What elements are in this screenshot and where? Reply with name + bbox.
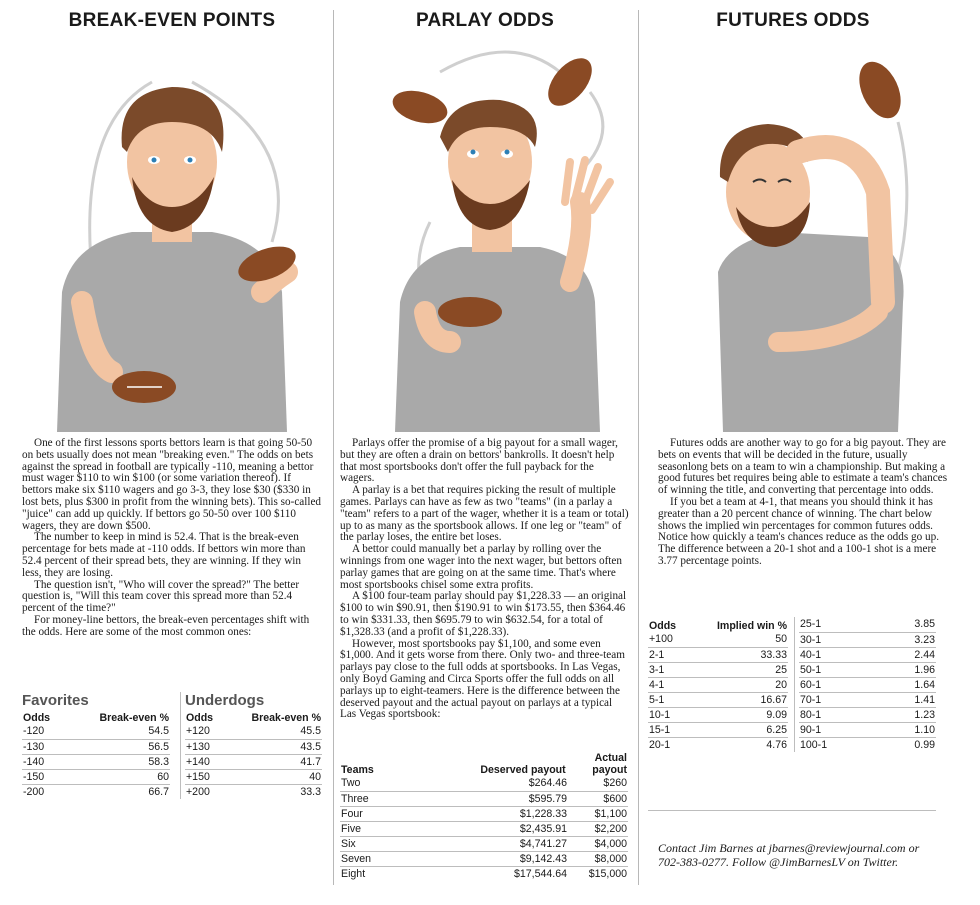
odds-cell: 10-1 [648,707,688,722]
table-row [648,707,788,722]
futures-article [658,438,948,568]
pct-cell: 3.23 [876,632,936,647]
pct-cell: 6.25 [688,722,788,737]
odds-cell: 60-1 [799,677,876,692]
teams-cell: Eight [341,867,366,880]
actual-cell: $4,000 [568,836,628,851]
favorites-table [22,709,170,799]
deserved-cell: $17,544.64 [513,867,567,880]
odds-header: Odds [23,712,51,724]
teams-cell: Five [340,821,478,836]
odds-cell: 30-1 [799,632,876,647]
table-row [22,724,170,739]
pct-cell: 9.09 [688,707,788,722]
odds-cell: -130 [22,739,65,754]
futures-table-right-block [794,617,936,752]
actual-cell: $600 [568,791,628,806]
table-row [799,692,936,707]
table-row [22,784,170,799]
pct-cell: 50 [688,632,788,647]
pct-cell: 33.3 [300,785,321,798]
section-divider [648,810,936,811]
actual-header: Actual payout [592,752,627,776]
break-even-article [22,438,322,639]
table-row [22,769,170,784]
paragraph: The number to keep in mind is 52.4. That is the break-even percentage for bets made at -110 odds. If bettors win more than 52.4 percent of their spread bets, they are winning. If they win less, they are losing. [22,531,306,579]
paragraph: A parlay is a bet that requires picking the result of multiple games. Parlays can have as few as two "teams" (in a parlay a "team" refers to a part of the wager, whether it is a team or total) up to as many as the sportsbook allows. If one leg or "team" of the parlay loses, the entire bet loses. [340,484,629,544]
odds-cell: 3-1 [648,662,688,677]
pct-cell: 43.5 [225,739,322,754]
paragraph: A bettor could manually bet a parlay by rolling over the winnings from one wager into the next wager, but bettors often parlay games that are going on at the same time. That's where most sportsbooks chisel some extra profits. [340,543,622,591]
teams-cell: Six [340,836,478,851]
pct-cell: 25 [688,662,788,677]
pct-cell: 1.64 [876,677,936,692]
odds-cell: +140 [185,754,225,769]
actual-cell: $2,200 [568,821,628,836]
futures-man-illustration [648,42,938,432]
break-even-header: Break-even % [99,712,169,724]
actual-cell: $260 [568,776,628,791]
paragraph: Futures odds are another way to go for a big payout. They are bets on events that will be decided in the future, usually seasonlong bets on a team to win a championship. But making a good futures bet requires being able to estimate a team's chances of winning the title, and converting that percentage into odds. [658,437,948,497]
table-row [648,662,788,677]
teams-header: Teams [341,764,374,776]
pct-cell: 1.23 [876,707,936,722]
odds-cell: 2-1 [648,647,688,662]
table-row [185,769,322,784]
table-row [648,647,788,662]
pct-cell: 4.76 [766,738,787,751]
pct-cell: 45.5 [225,724,322,739]
implied-win-header: Implied win % [716,620,787,632]
table-row [648,677,788,692]
pct-cell: 1.96 [876,662,936,677]
teams-cell: Four [340,806,478,821]
table-row [340,821,628,836]
pct-cell: 54.5 [65,724,170,739]
odds-cell: 40-1 [799,647,876,662]
pct-cell: 40 [225,769,322,784]
table-row [799,722,936,737]
table-row [340,776,628,791]
table-row [648,632,788,647]
table-row [799,617,936,632]
pct-cell: 0.99 [914,738,935,751]
actual-cell: $15,000 [588,867,627,880]
futures-table-right [799,617,936,752]
underdogs-table-block [180,692,322,799]
pct-cell: 41.7 [225,754,322,769]
odds-cell: 15-1 [648,722,688,737]
table-row [799,647,936,662]
parlay-man-illustration [340,42,630,432]
table-row [22,754,170,769]
teams-cell: Two [340,776,478,791]
underdogs-title: Underdogs [185,692,265,709]
table-row [185,754,322,769]
table-row [185,724,322,739]
paragraph: The question isn't, "Who will cover the spread?" The better question is, "Will this team cover this spread more than 52.4 percent of the time?" [22,578,300,615]
futures-table-left [648,617,788,752]
table-row [648,737,788,752]
odds-cell: 20-1 [649,738,671,751]
deserved-cell: $1,228.33 [478,806,568,821]
break-even-heading: BREAK-EVEN POINTS [68,10,276,31]
parlay-article [340,438,630,721]
odds-cell: 4-1 [648,677,688,692]
table-row [648,692,788,707]
pct-cell: 16.67 [688,692,788,707]
odds-cell: 5-1 [648,692,688,707]
odds-cell: -150 [22,769,65,784]
table-row [22,739,170,754]
break-even-header: Break-even % [251,712,321,724]
pct-cell: 60 [65,769,170,784]
odds-cell: 90-1 [799,722,876,737]
paragraph: If you bet a team at 4-1, that means you should think it has greater than a 20 percent chance of winning. The chart below shows the implied win percentages for common futures odds. Notice how quickly a team's chances reduce as the odds go up. The difference between a 20-1 shot and a 100-1 shot is a mere 3.77 percentage points. [658,495,939,567]
pct-cell: 66.7 [148,785,169,798]
contact-note: Contact Jim Barnes at jbarnes@reviewjournal.com or 702-383-0277. Follow @JimBarnesLV on Twitter. [658,841,920,869]
juggling-man-illustration [22,42,322,432]
break-even-column [22,0,322,905]
actual-cell: $8,000 [568,851,628,866]
pct-cell: 2.44 [876,647,936,662]
table-row [340,791,628,806]
odds-cell: +120 [185,724,225,739]
table-row [799,737,936,752]
odds-cell: 70-1 [799,692,876,707]
table-row [799,677,936,692]
table-row [185,739,322,754]
paragraph: For money-line bettors, the break-even percentages shift with the odds. Here are some of the most common ones: [22,613,310,638]
actual-cell: $1,100 [568,806,628,821]
odds-cell: -200 [23,785,45,798]
deserved-header: Deserved payout [480,764,566,776]
favorites-table-block [22,692,170,799]
column-divider [638,10,639,885]
table-row [340,866,628,881]
table-row [799,662,936,677]
table-row [185,784,322,799]
table-row [340,851,628,866]
deserved-cell: $2,435.91 [478,821,568,836]
odds-cell: +100 [648,632,688,647]
deserved-cell: $264.46 [478,776,568,791]
column-divider [333,10,334,885]
odds-cell: 50-1 [799,662,876,677]
paragraph: However, most sportsbooks pay $1,100, and some even $1,000. And it gets worse from there. Only two- and three-team parlays pay close to the full odds at sportsbooks. In Las Vegas, only Boyd Gaming and Circa Sports offer the full odds on all parlays up to eight-teamers. Here is the difference between the deserved payout and the actual payout on parlays at a typical Las Vegas sportsbook: [340,637,625,721]
odds-cell: 100-1 [800,738,828,751]
odds-cell: -140 [22,754,65,769]
deserved-cell: $9,142.43 [478,851,568,866]
teams-cell: Three [340,791,478,806]
favorites-title: Favorites [22,692,89,709]
odds-cell: +200 [186,785,210,798]
odds-cell: 25-1 [799,617,876,632]
underdogs-table [185,709,322,799]
table-row [799,707,936,722]
table-row [340,806,628,821]
pct-cell: 1.41 [876,692,936,707]
odds-header: Odds [649,620,677,632]
futures-heading: FUTURES ODDS [716,10,870,31]
paragraph: One of the first lessons sports bettors learn is that going 50-50 on bets usually does not mean "breaking even." The odds on bets against the spread in football are typically -110, meaning a bettor must wager $110 to win $100 (or some variation thereof). If bettors make six $110 wagers and go 3-3, they lose $30 ($330 in lost bets, plus $300 in profit from the winning bets). This so-called "juice" can add up quickly. If bettors go 50-50 over 100 $110 wagers, they are down $500. [22,437,322,532]
pct-cell: 33.33 [688,647,788,662]
table-row [648,722,788,737]
parlay-column [340,0,630,905]
parlay-payout-table [340,752,628,881]
parlay-heading: PARLAY ODDS [415,10,555,31]
pct-cell: 1.10 [876,722,936,737]
teams-cell: Seven [340,851,478,866]
table-row [799,632,936,647]
odds-cell: +130 [185,739,225,754]
odds-cell: +150 [185,769,225,784]
pct-cell: 56.5 [65,739,170,754]
table-row [340,836,628,851]
odds-cell: 80-1 [799,707,876,722]
paragraph: Parlays offer the promise of a big payout for a small wager, but they are often a drain on bettors' bankrolls. It doesn't help that most sportsbooks don't offer the full payback for the wagers. [340,437,618,485]
paragraph: A $100 four-team parlay should pay $1,228.33 — an original $100 to win $90.91, then $190.91 to win $173.55, then $364.46 to win $331.33, then $695.79 to win $632.54, for a total of $1,328.33 (and a profit of $1,228.33). [340,590,627,638]
pct-cell: 3.85 [876,617,936,632]
futures-column [648,0,948,905]
deserved-cell: $4,741.27 [478,836,568,851]
odds-cell: -120 [22,724,65,739]
pct-cell: 20 [688,677,788,692]
odds-header: Odds [186,712,214,724]
deserved-cell: $595.79 [478,791,568,806]
pct-cell: 58.3 [65,754,170,769]
